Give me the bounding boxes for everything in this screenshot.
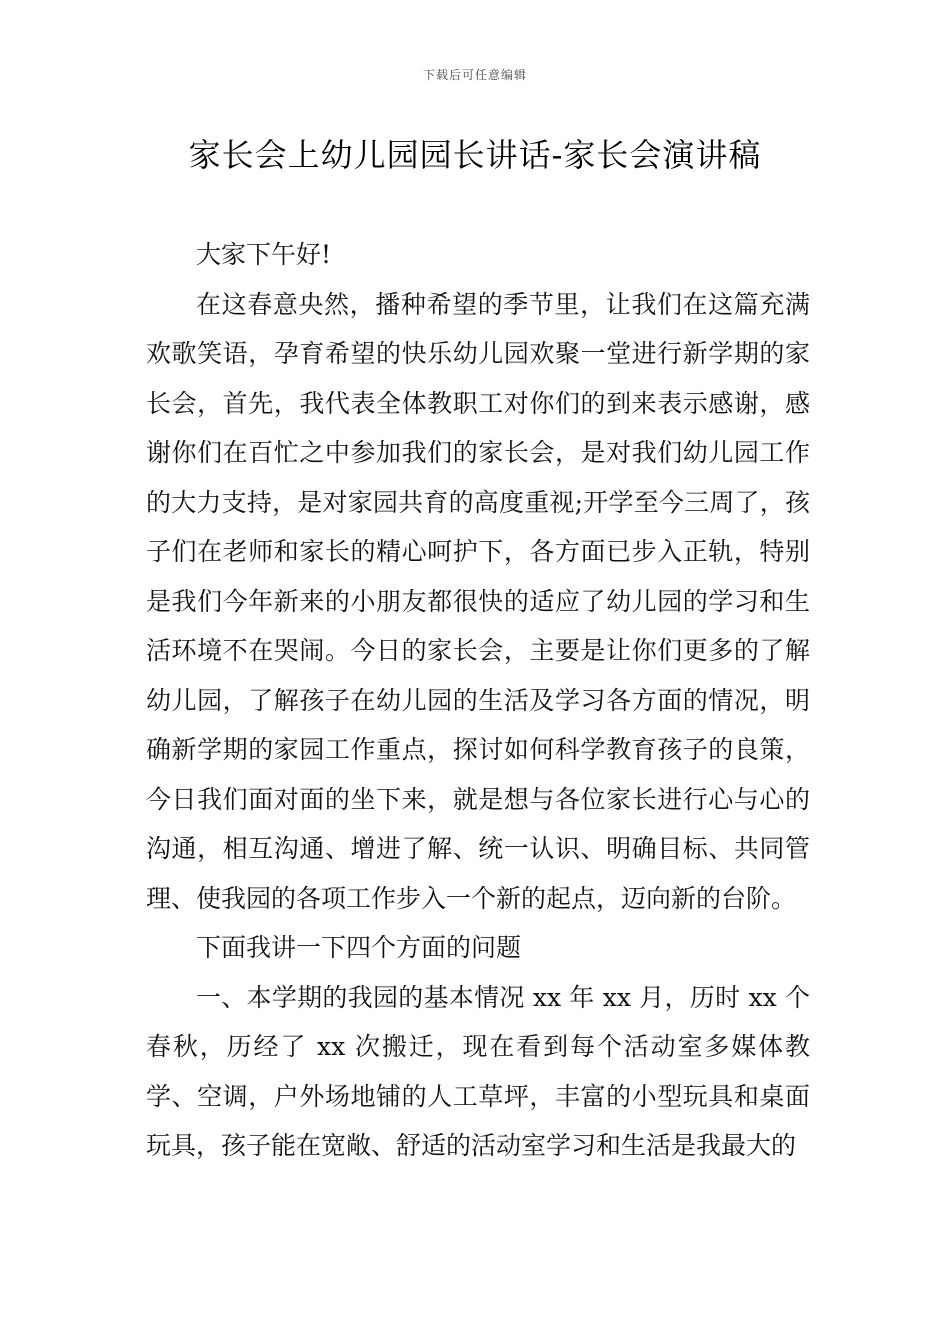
- paragraph-section-one: 一、本学期的我园的基本情况 xx 年 xx 月，历时 xx 个春秋，历经了 xx 次搬迁，现在看到每个活动室多媒体教学、空调，户外场地铺的人工草坪，丰富的小型玩具和桌面玩具，孩子能在宽敞、舒适的活动室学习和生活是我最大的: [146, 982, 810, 1160]
- paragraph-intro-topics: 下面我讲一下四个方面的问题: [196, 933, 522, 962]
- document-body: [146, 230, 810, 1171]
- paragraph-welcome: 在这春意央然，播种希望的季节里，让我们在这篇充满欢歌笑语，孕育希望的快乐幼儿园欢聚一堂进行新学期的家长会，首先，我代表全体教职工对你们的到来表示感谢，感谢你们在百忙之中参加我们的家长会，是对我们幼儿园工作的大力支持，是对家园共育的高度重视;开学至今三周了，孩子们在老师和家长的精心呵护下，各方面已步入正轨，特别是我们今年新来的小朋友都很快的适应了幼儿园的学习和生活环境不在哭闹。今日的家长会，主要是让你们更多的了解幼儿园，了解孩子在幼儿园的生活及学习各方面的情况，明确新学期的家园工作重点，探讨如何科学教育孩子的良策，今日我们面对面的坐下来，就是想与各位家长进行心与心的沟通，相互沟通、增进了解、统一认识、明确目标、共同管理、使我园的各项工作步入一个新的起点，迈向新的台阶。: [146, 289, 810, 913]
- header-note: 下载后可任意编辑: [422, 68, 527, 82]
- document-title: 家长会上幼儿园园长讲话-家长会演讲稿: [188, 136, 762, 174]
- paragraph-greeting: 大家下午好!: [196, 240, 332, 269]
